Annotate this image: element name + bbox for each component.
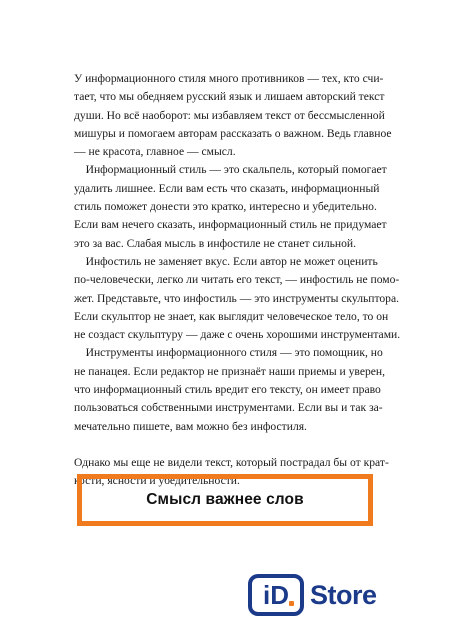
logo-icon-text: iD <box>263 579 289 610</box>
text-line: Если скульптор не знает, как выглядит человеческое тело, то он <box>74 309 389 323</box>
paragraph-1 <box>74 70 392 161</box>
text-line: удалить лишнее. Если вам есть что сказать, информационный <box>74 181 380 195</box>
logo-accent-dot <box>289 601 294 606</box>
body-text <box>74 70 401 491</box>
paragraph-3 <box>74 253 401 344</box>
text-line: мечательно пишете, вам можно без инфостиля. <box>74 419 307 433</box>
banner-text: Смысл важнее слов <box>146 491 304 508</box>
text-line: Однако мы еще не видели текст, который пострадал бы от крат- <box>74 455 389 469</box>
paragraph-2 <box>74 161 386 252</box>
text-line: тает, что мы обедняем русский язык и лишаем авторский текст <box>74 90 385 104</box>
text-line: не создаст скульптуру — даже с очень хорошими инструментами. <box>74 328 401 342</box>
text-line: У информационного стиля много противников — тех, кто счи- <box>74 72 384 85</box>
text-line: жет. Представьте, что инфостиль — это инструменты скульптора. <box>74 291 400 305</box>
text-line: не панацея. Если редактор не признаёт наши приемы и уверен, <box>74 364 386 378</box>
text-line: Информационный стиль — это скальпель, который помогает <box>74 163 387 177</box>
highlight-banner <box>77 474 373 526</box>
paragraph-4 <box>74 344 386 435</box>
text-line: души. Но всё наоборот: мы избавляем текст от бессмысленной <box>74 108 385 122</box>
text-line: это за вас. Слабая мысль в инфостиле не станет сильной. <box>74 236 357 250</box>
paragraph-gap <box>74 436 386 454</box>
text-line: Инфостиль не заменяет вкус. Если автор не может оценить <box>74 254 378 268</box>
text-line: кости, ясности и убедительности. <box>74 474 240 488</box>
idstore-logo-icon <box>248 574 304 616</box>
idstore-logo <box>248 574 377 616</box>
text-line: что информационный стиль вредит его тексту, он имеет право <box>74 383 381 397</box>
text-line: — не красота, главное — смысл. <box>74 145 236 159</box>
text-line: пользоваться собственными инструментами. Если вы и так за- <box>74 401 383 415</box>
text-line: по-человечески, легко ли читать его текст, — инфостиль не помо- <box>74 273 400 287</box>
text-line: стиль поможет донести это кратко, интересно и убедительно. <box>74 200 377 214</box>
logo-brand-text: Store <box>310 579 377 610</box>
text-line: Если вам нечего сказать, информационный стиль не придумает <box>74 218 387 232</box>
text-line: мишуры и помогаем авторам рассказать о важном. Ведь главное <box>74 126 392 140</box>
text-line: Инструменты информационного стиля — это помощник, но <box>74 346 383 360</box>
